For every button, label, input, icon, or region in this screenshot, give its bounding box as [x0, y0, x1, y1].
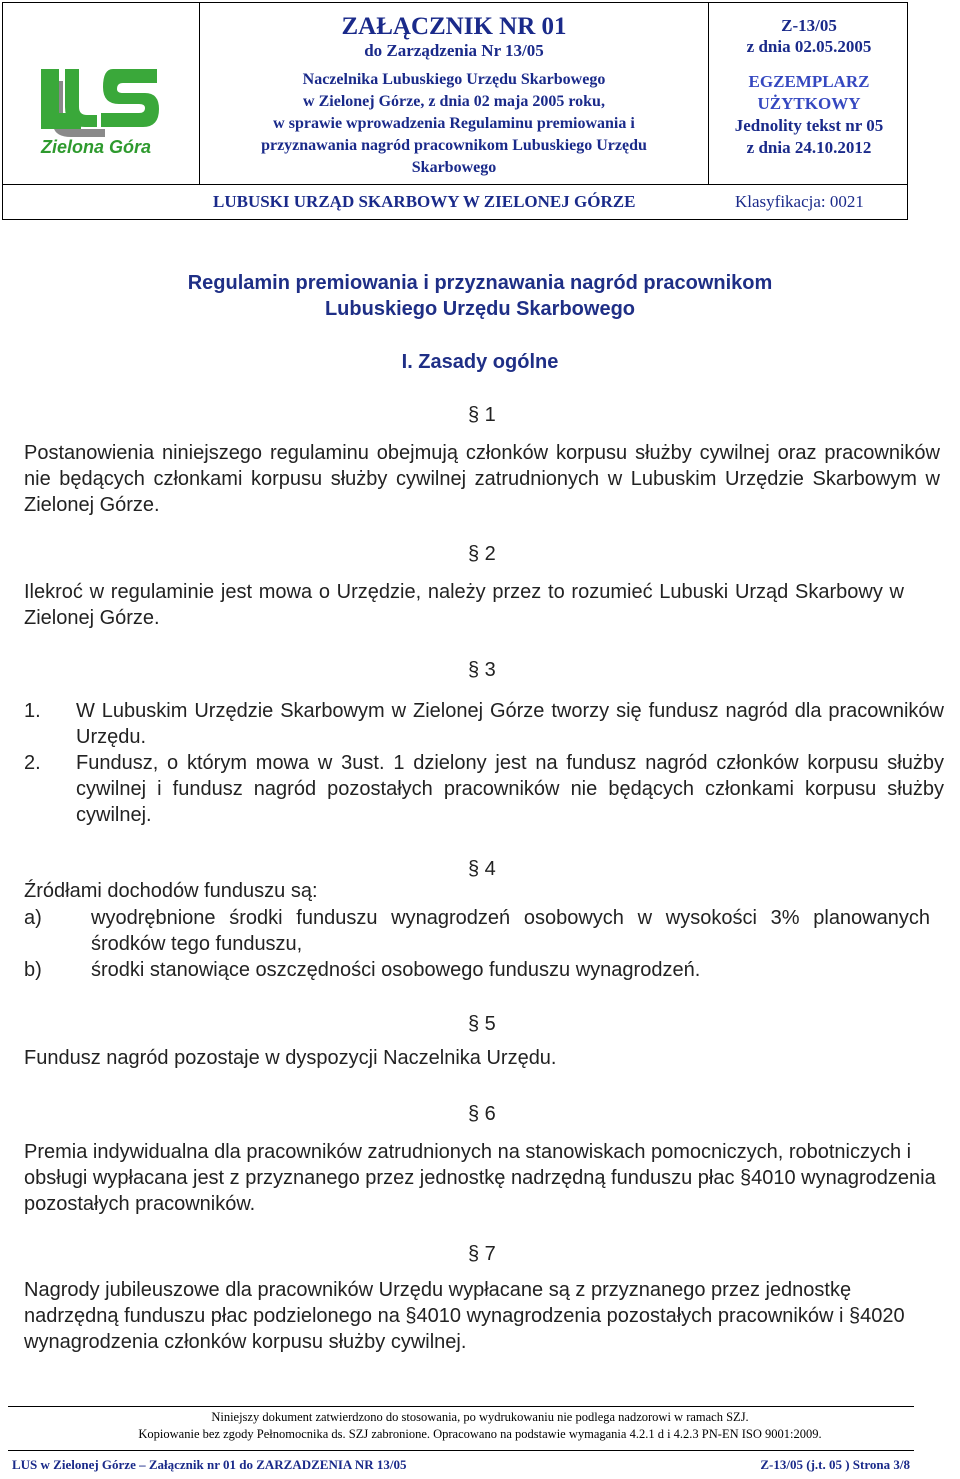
issuer-line: w sprawie wprowadzenia Regulaminu premiowania i [273, 115, 635, 132]
issuer-line: w Zielonej Górze, z dnia 02 maja 2005 roku, [303, 93, 605, 110]
paragraph-sign: § 1 [468, 404, 496, 426]
paragraph-text: Fundusz nagród pozostaje w dyspozycji Naczelnika Urzędu. [24, 1047, 557, 1069]
footer-note: Kopiowanie bez zgody Pełnomocnika ds. SZJ zabronione. Opracowano na podstawie wymagania 4.2.1 d i 4.2.3 PN-EN ISO 9001:2009. [138, 1427, 822, 1441]
paragraph-sign: § 6 [468, 1103, 496, 1125]
list-letter: b) [24, 959, 42, 981]
list-text: W Lubuskim Urzędzie Skarbowym w Zielonej Górze tworzy się fundusz nagród dla pracowników Urzędu. [76, 700, 944, 748]
list-item [24, 957, 930, 983]
copy-label: UŻYTKOWY [757, 94, 861, 113]
document-title: Lubuskiego Urzędu Skarbowego [324, 298, 636, 320]
issuer-text [200, 69, 708, 179]
footer-page: Z-13/05 (j.t. 05 ) Strona 3/8 [760, 1457, 910, 1472]
list-text: środki stanowiące oszczędności osobowego funduszu wynagrodzeń. [91, 959, 701, 981]
paragraph-text: Premia indywidualna dla pracowników zatrudnionych na stanowiskach pomocniczych, robotniczych i obsługi wypłacana jest z przyznanego przez jednostkę nadrzędną funduszu płac §4010 wynagrodzenia pozostałych pracowników. [24, 1141, 936, 1215]
list-number: 2. [24, 752, 41, 774]
office-name: LUBUSKI URZĄD SKARBOWY W ZIELONEJ GÓRZE [213, 192, 636, 211]
list-item [24, 698, 944, 750]
paragraph-text: Nagrody jubileuszowe dla pracowników Urzędu wypłacane są z przyznanego przez jednostkę nadrzędną funduszu płac podzielonego na §4010 wynagrodzenia pozostałych pracowników i §4020 wynagrodzenia członków korpusu służby cywilnej. [24, 1279, 905, 1353]
copy-label: EGZEMPLARZ [748, 72, 870, 91]
doc-date: z dnia 02.05.2005 [746, 37, 872, 56]
issuer-line: Skarbowego [411, 159, 497, 176]
attachment-info [200, 3, 708, 184]
list-number: 1. [24, 700, 41, 722]
section-title: I. Zasady ogólne [401, 351, 559, 373]
header-bottom-row [3, 185, 907, 219]
document-header [2, 2, 908, 220]
unified-text: Jednolity tekst nr 05 [734, 116, 884, 135]
list-item [24, 750, 944, 828]
paragraph-sign: § 4 [468, 858, 496, 880]
unified-date: z dnia 24.10.2012 [746, 138, 872, 157]
footer-divider [8, 1406, 914, 1407]
footer-note: Niniejszy dokument zatwierdzono do stosowania, po wydrukowaniu nie podlega nadzorowi w ramach SZJ. [211, 1410, 749, 1424]
issuer-line: przyznawania nagród pracownikom Lubuskiego Urzędu [261, 137, 647, 154]
issuer-line: Naczelnika Lubuskiego Urzędu Skarbowego [302, 71, 606, 88]
paragraph-sign: § 5 [468, 1013, 496, 1035]
list-text: Fundusz, o którym mowa w 3ust. 1 dzielony jest na fundusz nagród członków korpusu służby cywilnej i fundusz nagród pozostałych pracowników nie będących członkami korpusu służby cywilnej. [76, 752, 944, 826]
paragraph-sign: § 3 [468, 659, 496, 681]
paragraph-text: Ilekroć w regulaminie jest mowa o Urzędzie, należy przez to rozumieć Lubuski Urząd Skarbowy w Zielonej Górze. [24, 581, 904, 629]
doc-code: Z-13/05 [781, 16, 837, 35]
paragraph-text: Postanowienia niniejszego regulaminu obejmują członków korpusu służby cywilnej oraz pracowników nie będących członkami korpusu służby cywilnej zatrudnionych w Lubuskim Urzędzie Skarbowym w Zielonej Górze. [24, 442, 940, 516]
attachment-title: ZAŁĄCZNIK NR 01 [341, 13, 567, 40]
attachment-subtitle: do Zarządzenia Nr 13/05 [364, 41, 544, 60]
footer-left: LUS w Zielonej Górze – Załącznik nr 01 do ZARZADZENIA NR 13/05 [12, 1457, 407, 1472]
paragraph-text: Źródłami dochodów funduszu są: [24, 880, 318, 902]
paragraph-sign: § 2 [468, 543, 496, 565]
document-meta [709, 3, 909, 184]
list-text: wyodrębnione środki funduszu wynagrodzeń osobowych w wysokości 3% planowanych środków tego funduszu, [91, 907, 930, 955]
list-letter: a) [24, 907, 42, 929]
logo-text: Zielona Góra [41, 137, 152, 157]
document-title: Regulamin premiowania i przyznawania nagród pracownikom [187, 272, 773, 294]
logo [3, 3, 199, 184]
paragraph-sign: § 7 [468, 1243, 496, 1265]
footer-bar [8, 1450, 914, 1475]
list-item [24, 905, 930, 957]
classification: Klasyfikacja: 0021 [735, 192, 864, 211]
